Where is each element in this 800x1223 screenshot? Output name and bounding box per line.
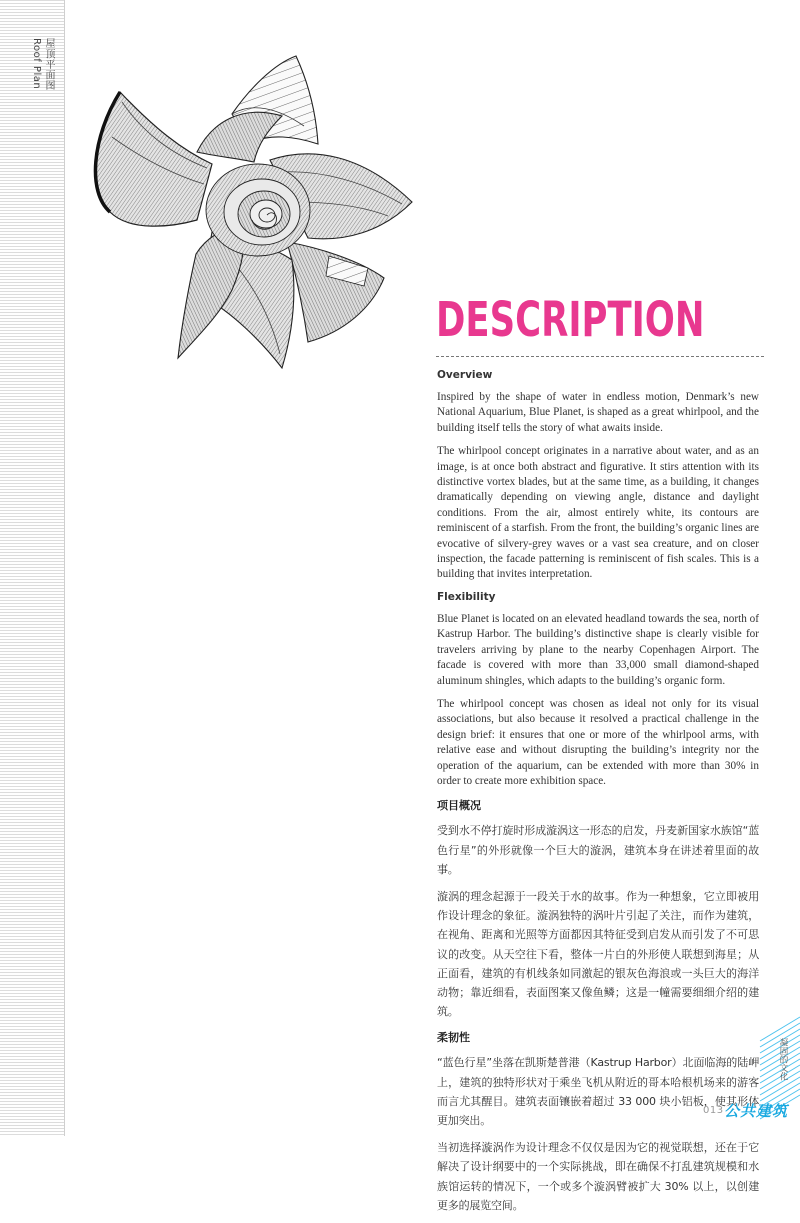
left-margin-strip — [0, 0, 64, 1136]
page-number: 013 — [703, 1105, 724, 1116]
flexibility-paragraph-1: Blue Planet is located on an elevated headland towards the sea, north of Kastrup Harbor. The building’s distinctive shape is clearly visible for travelers arriving by plane to the nearby Copenhagen Airport. The facade is covered with more than 33,000 small diamond-shaped aluminum shingles, which adapts to the building’s organic form. — [437, 612, 759, 687]
overview-paragraph-1: Inspired by the shape of water in endless motion, Denmark’s new National Aquarium, Blue Planet, is shaped as a great whirlpool, and the building itself tells the story of what awaits inside. — [437, 391, 759, 434]
corner-section-label: 凝固的文化 — [778, 1038, 788, 1081]
overview-cn-paragraph-1: 受到水不停打旋时形成漩涡这一形态的启发，丹麦新国家水族馆“蓝色行星”的外形就像一个巨大的漩涡，建筑本身在讲述着里面的故事。 — [437, 824, 759, 876]
spiral-core — [206, 164, 310, 256]
flexibility-cn-heading: 柔韧性 — [437, 1031, 470, 1045]
blade-lower-right — [287, 242, 384, 342]
overview-cn-paragraph-2: 漩涡的理念起源于一段关于水的故事。作为一种想象，它立即被用作设计理念的象征。漩涡独特的涡叶片引起了关注，而作为建筑，在视角、距离和光照等方面都因其特征受到启发从而引发了不可思议的改变。从天空往下看，整体一片白的外形使人联想到海星；从正面看，建筑的有机线条如同激起的银灰色海浪或一头巨大的海洋动物；靠近细看，表面图案又像鱼鳞；这是一幢需要细细介绍的建筑。 — [437, 889, 759, 1019]
overview-paragraph-2: The whirlpool concept originates in a narrative about water, and as an image, is at once both abstract and figurative. It stirs attention with its distinctive vortex blades, but at the same time, as a building, it changes dramatically depending on viewing angle, distance and daylight conditions. From the air, almost entirely white, its contours are reminiscent of a starfish. From the front, the building’s organic lines are evocative of silvery-grey waves or a vast sea creature, and on closer inspection, the facade patterning is reminiscent of fish scales. This is a building that invites interpretation. — [437, 445, 759, 581]
roof-plan-label-cn: 屋顶平面图 — [43, 38, 54, 91]
description-title: DESCRIPTION — [436, 292, 705, 348]
flexibility-cn-paragraph-1: “蓝色行星”坐落在凯斯楚普港（Kastrup Harbor）北面临海的陆岬上，建筑的独特形状对于乘坐飞机从附近的哥本哈根机场来的游客而言尤其醒目。建筑表面镶嵌着超过 33 000 块小铝板，使其形体更加突出。 — [437, 1056, 759, 1127]
footer-brand-logo: 公共建筑 — [724, 1102, 789, 1120]
title-divider — [436, 356, 764, 357]
flexibility-cn-paragraph-2: 当初选择漩涡作为设计理念不仅仅是因为它的视觉联想，还在于它解决了设计纲要中的一个实际挑战，即在确保不打乱建筑规模和水族馆运转的情况下，一个或多个漩涡臂被扩大 30% 以上，以创建更多的展览空间。 — [437, 1141, 759, 1212]
blade-left — [95, 92, 212, 226]
flexibility-heading: Flexibility — [437, 590, 496, 603]
roof-plan-label-en: Roof Plan — [31, 38, 42, 90]
roof-plan-label — [30, 38, 54, 91]
roof-plan-drawing — [82, 42, 422, 377]
overview-cn-heading: 项目概况 — [437, 799, 481, 813]
overview-heading: Overview — [437, 369, 493, 381]
left-margin-edge — [64, 0, 65, 1136]
flexibility-paragraph-2: The whirlpool concept was chosen as ideal not only for its visual associations, but also because it resolved a practical challenge in the design brief: it ensures that one or more of the whirlpool arms, with relative ease and without disrupting the building’s integrity nor the operation of the aquarium, can be extended with more than 30% in order to create more exhibition space. — [437, 697, 759, 787]
description-body — [437, 369, 759, 1223]
